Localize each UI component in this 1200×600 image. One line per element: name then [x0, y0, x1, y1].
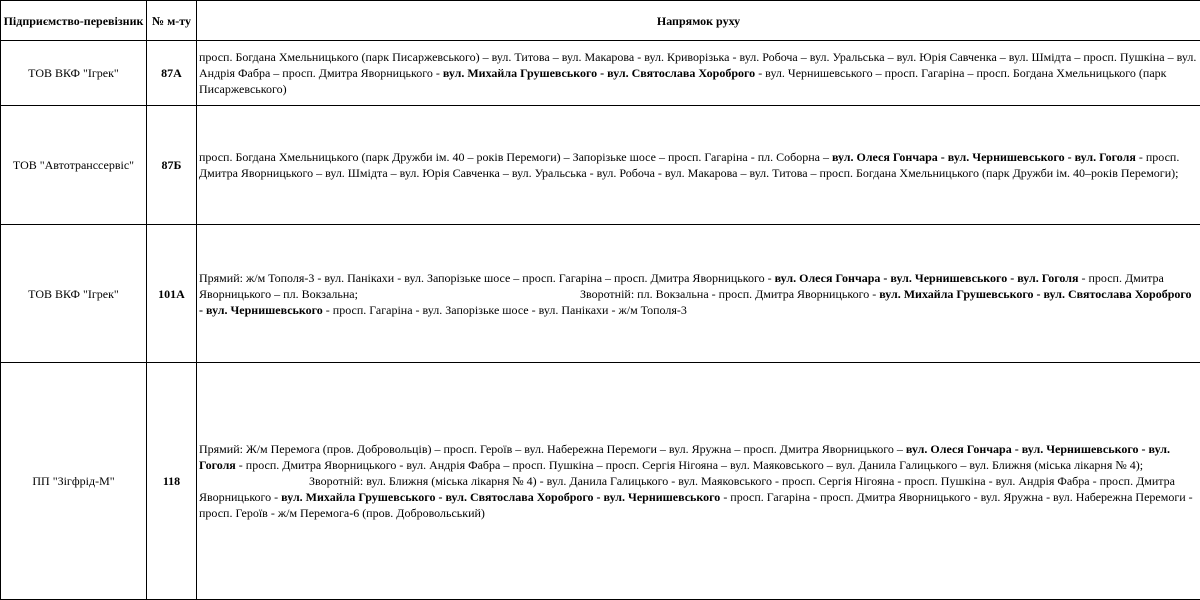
- reverse-route-segment: - просп. Гагаріна - просп. Дмитра Яворницького - вул. Яружна - вул. Набережна Перемоги - просп. Героїв - ж/м Перемога-6 (пров. Добровольський): [199, 490, 1193, 520]
- route-direction-cell: [197, 106, 1200, 225]
- route-number-cell: 118: [147, 363, 197, 600]
- direct-route-segment-bold: вул. Олеся Гончара - вул. Чернишевського - вул. Гоголя: [775, 271, 1079, 285]
- direct-route-segment: Прямий: Ж/м Перемога (пров. Добровольців) – просп. Героїв – вул. Набережна Перемоги – вул. Яружна – просп. Дмитра Яворницького –: [199, 442, 906, 456]
- route-number-cell: 87Б: [147, 106, 197, 225]
- table-row: [1, 225, 1200, 363]
- header-direction: Напрямок руху: [197, 1, 1200, 41]
- reverse-route-segment: Зворотній: пл. Вокзальна - просп. Дмитра Яворницького -: [580, 287, 879, 301]
- table-row: [1, 363, 1200, 600]
- route-segment: - просп. Дмитра Яворницького – вул. Шмідта – вул. Юрія Савченка – вул. Уральська - вул. Робоча - вул. Макарова – вул. Титова – просп. Богдана Хмельницького (парк Дружби ім. 40–років Перемоги);: [199, 150, 1179, 180]
- table-row: [1, 106, 1200, 225]
- reverse-route-segment: Зворотній: вул. Ближня (міська лікарня № 4) - вул. Данила Галицького - вул. Маяковського - просп. Сергія Нігояна - просп. Пушкіна - вул. Андрія Фабра - просп. Дмитра Яворницького -: [199, 474, 1175, 504]
- direct-route-segment: - просп. Дмитра Яворницького - вул. Андрія Фабра – просп. Пушкіна – просп. Сергія Нігояна – вул. Маяковського – вул. Данила Галицького – вул. Ближня (міська лікарня № 4);: [236, 458, 1143, 472]
- direct-route-segment: Прямий: ж/м Тополя-3 - вул. Панікахи - вул. Запорізьке шосе – просп. Гагаріна – просп. Дмитра Яворницького -: [199, 271, 775, 285]
- reverse-route-segment-bold: вул. Михайла Грушевського - вул. Святослава Хороброго - вул. Чернишевського: [199, 287, 1192, 317]
- route-direction-cell: [197, 225, 1200, 363]
- header-route-number: № м-ту: [147, 1, 197, 41]
- route-direction-cell: [197, 363, 1200, 600]
- route-segment: просп. Богдана Хмельницького (парк Дружби ім. 40 – років Перемоги) – Запорізьке шосе – просп. Гагаріна - пл. Соборна –: [199, 150, 832, 164]
- header-row: [1, 1, 1200, 41]
- route-direction-cell: [197, 41, 1200, 106]
- route-segment: - вул. Чернишевського – просп. Гагаріна – просп. Богдана Хмельницького (парк Писаржевського): [199, 66, 1167, 96]
- route-segment-bold: вул. Михайла Грушевського - вул. Святослава Хороброго: [443, 66, 755, 80]
- carrier-cell: ТОВ "Автотранссервіс": [1, 106, 147, 225]
- reverse-route-segment-bold: вул. Михайла Грушевського - вул. Святослава Хороброго - вул. Чернишевського: [281, 490, 720, 504]
- direct-route-segment-bold: вул. Олеся Гончара - вул. Чернишевського - вул. Гоголя: [199, 442, 1170, 472]
- route-number-cell: 87А: [147, 41, 197, 106]
- header-carrier: Підприємство-перевізник: [1, 1, 147, 41]
- route-number-cell: 101А: [147, 225, 197, 363]
- reverse-route-segment: - просп. Гагаріна - вул. Запорізьке шосе - вул. Панікахи - ж/м Тополя-3: [323, 303, 687, 317]
- carrier-cell: ТОВ ВКФ "Ігрек": [1, 225, 147, 363]
- carrier-cell: ПП "Зігфрід-М": [1, 363, 147, 600]
- route-segment-bold: вул. Олеся Гончара - вул. Чернишевського - вул. Гоголя: [832, 150, 1136, 164]
- carrier-cell: ТОВ ВКФ "Ігрек": [1, 41, 147, 106]
- table-row: [1, 41, 1200, 106]
- route-segment: просп. Богдана Хмельницького (парк Писаржевського) – вул. Титова – вул. Макарова - вул. Криворізька - вул. Робоча – вул. Уральська – вул. Юрія Савченка – вул. Шмідта – просп. Пушкіна – вул. Андрія Фабра – просп. Дмитра Яворницького -: [199, 50, 1196, 80]
- direct-route-segment: - просп. Дмитра Яворницького – пл. Вокзальна;: [199, 271, 1164, 301]
